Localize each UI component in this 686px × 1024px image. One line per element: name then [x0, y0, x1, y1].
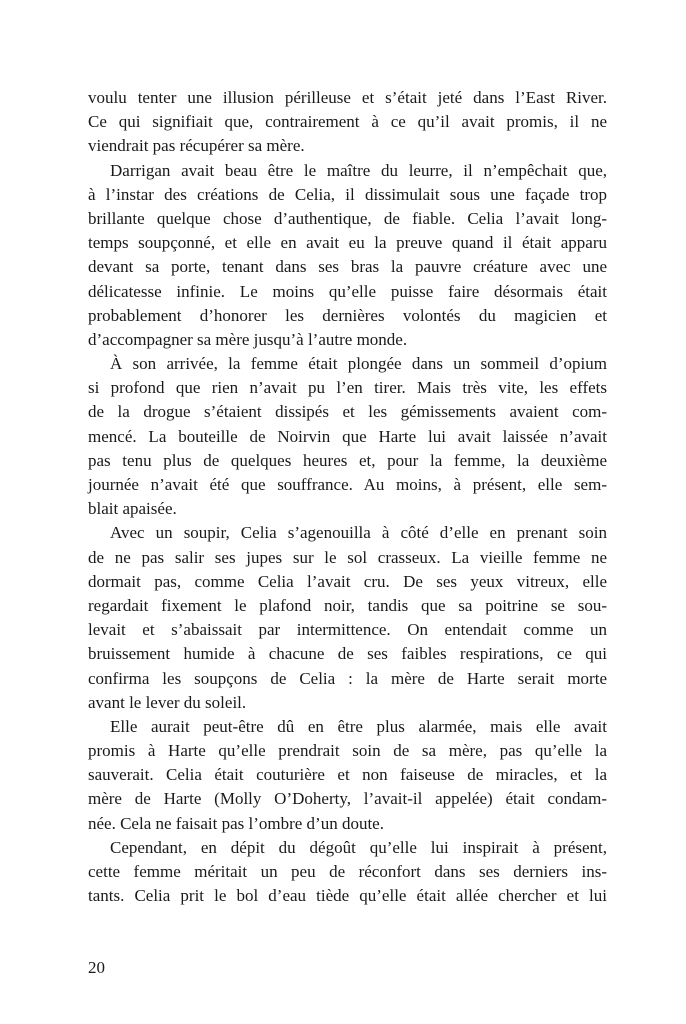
- text-line: Darrigan avait beau être le maître du leurre, il n’empêchait que,: [110, 160, 607, 180]
- text-line: Elle aurait peut-être dû en être plus alarmée, mais elle avait: [110, 716, 607, 736]
- text-line: à l’instar des créations de Celia, il dissimulait sous une façade trop: [88, 184, 607, 204]
- text-line: si profond que rien n’avait pu l’en tirer. Mais très vite, les effets: [88, 378, 607, 398]
- text-line: À son arrivée, la femme était plongée dans un sommeil d’opium: [110, 354, 607, 374]
- text-line: tants. Celia prit le bol d’eau tiède qu’elle était allée chercher et lui: [88, 886, 607, 906]
- text-line: délicatesse infinie. Le moins qu’elle puisse faire désormais était: [88, 281, 607, 301]
- text-line: de ne pas salir ses jupes sur le sol crasseux. La vieille femme ne: [88, 547, 607, 567]
- text-line: de la drogue s’étaient dissipés et les gémissements avaient com-: [88, 402, 607, 422]
- text-line: probablement d’honorer les dernières volontés du magicien et: [88, 305, 607, 325]
- text-line: bruissement humide à chacune de ses faibles respirations, ce qui: [88, 644, 607, 664]
- text-line: d’accompagner sa mère jusqu’à l’autre monde.: [88, 329, 408, 349]
- text-line: Cependant, en dépit du dégoût qu’elle lui inspirait à présent,: [110, 837, 607, 857]
- text-line: blait apaisée.: [88, 499, 177, 519]
- text-line: journée n’avait été que souffrance. Au moins, à présent, elle sem-: [88, 475, 607, 494]
- text-line: devant sa porte, tenant dans ses bras la pauvre créature avec une: [88, 257, 607, 277]
- page-body: [88, 86, 607, 908]
- text-line: regardait fixement le plafond noir, tandis que sa poitrine se sou-: [88, 595, 607, 615]
- text-line: Ce qui signifiait que, contrairement à ce qu’il avait promis, il ne: [88, 112, 607, 132]
- text-line: promis à Harte qu’elle prendrait soin de sa mère, pas qu’elle la: [88, 741, 607, 761]
- text-line: mère de Harte (Molly O’Doherty, l’avait-il appelée) était condam-: [88, 789, 607, 809]
- text-line: confirma les soupçons de Celia : la mère de Harte serait morte: [88, 668, 607, 688]
- text-line: dormait pas, comme Celia l’avait cru. De ses yeux vitreux, elle: [88, 571, 607, 591]
- text-line: temps soupçonné, et elle en avait eu la preuve quand il était apparu: [88, 233, 607, 253]
- text-line: mencé. La bouteille de Noirvin que Harte lui avait laissée n’avait: [88, 426, 607, 446]
- text-line: levait et s’abaissait par intermittence. On entendait comme un: [88, 620, 607, 640]
- text-line: voulu tenter une illusion périlleuse et s’était jeté dans l’East River.: [88, 88, 607, 107]
- text-line: viendrait pas récupérer sa mère.: [88, 136, 305, 156]
- text-line: brillante quelque chose d’authentique, de fiable. Celia l’avait long-: [88, 208, 607, 228]
- text-line: pas tenu plus de quelques heures et, pour la femme, la deuxième: [88, 450, 607, 470]
- text-line: Avec un soupir, Celia s’agenouilla à côté d’elle en prenant soin: [110, 523, 607, 543]
- text-line: sauverait. Celia était couturière et non faiseuse de miracles, et la: [88, 765, 607, 785]
- text-line: née. Cela ne faisait pas l’ombre d’un doute.: [88, 813, 384, 833]
- text-line: avant le lever du soleil.: [88, 692, 247, 712]
- page-number: 20: [88, 958, 105, 977]
- text-line: cette femme méritait un peu de réconfort dans ses derniers ins-: [88, 862, 607, 881]
